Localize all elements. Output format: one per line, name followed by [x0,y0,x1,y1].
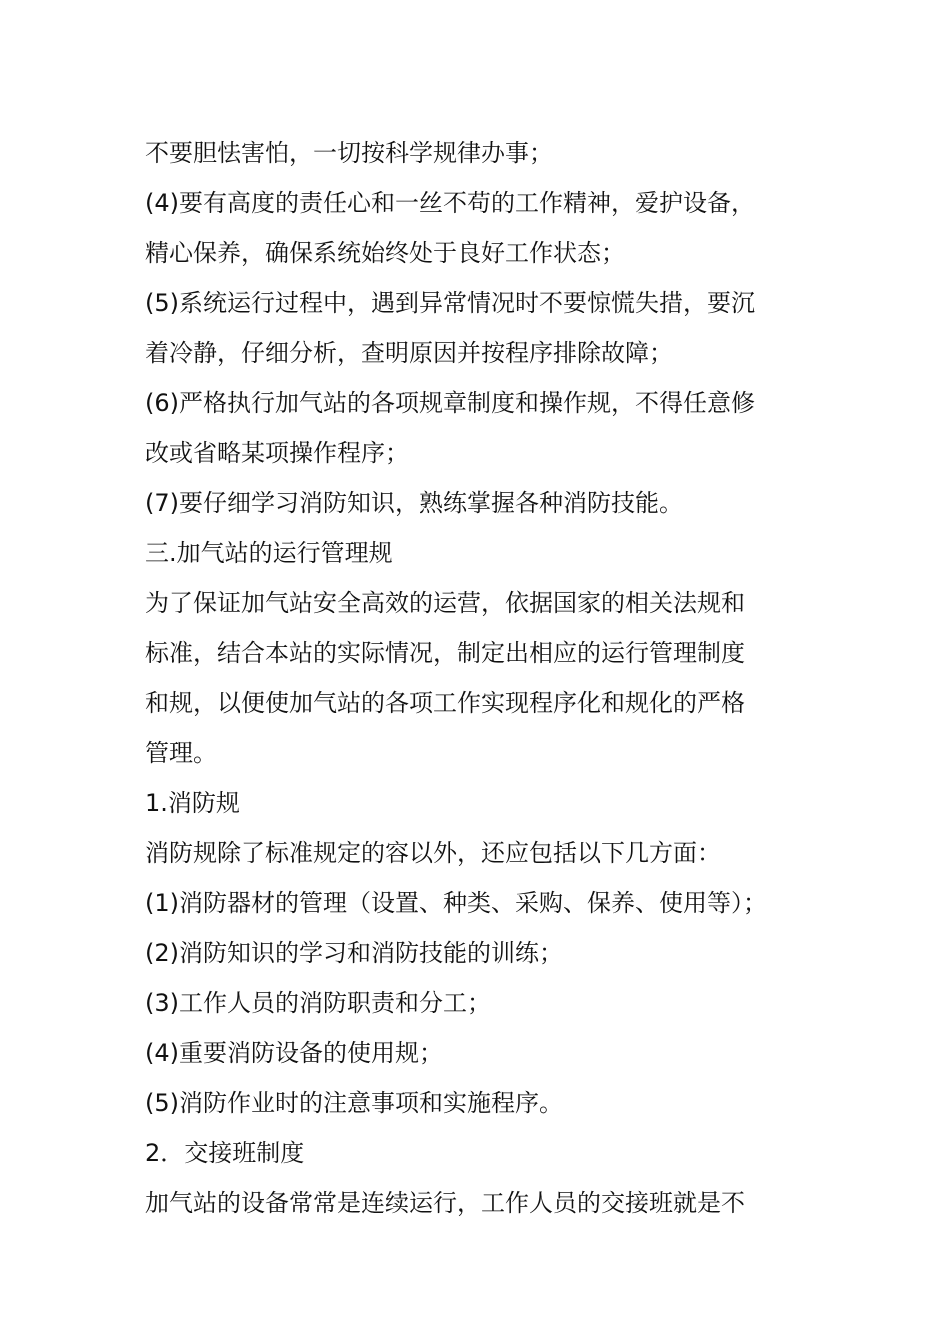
text-line: 和规，以便使加气站的各项工作实现程序化和规化的严格 [145,689,745,717]
subsection-heading: 2．交接班制度 [145,1139,305,1167]
list-item: (5)消防作业时的注意事项和实施程序。 [145,1089,563,1117]
text-line: 不要胆怯害怕，一切按科学规律办事； [145,139,553,167]
text-line: 消防规除了标准规定的容以外，还应包括以下几方面： [145,839,721,867]
text-line: 加气站的设备常常是连续运行，工作人员的交接班就是不 [145,1189,745,1217]
text-line: 为了保证加气站安全高效的运营，依据国家的相关法规和 [145,589,745,617]
text-line: 改或省略某项操作程序； [145,439,409,467]
list-item: (2)消防知识的学习和消防技能的训练； [145,939,563,967]
text-line: 管理。 [145,739,217,767]
text-line: 着冷静，仔细分析，查明原因并按程序排除故障； [145,339,673,367]
text-line: (6)严格执行加气站的各项规章制度和操作规，不得任意修 [145,389,755,417]
text-line: 标准，结合本站的实际情况，制定出相应的运行管理制度 [145,639,745,667]
text-line: (7)要仔细学习消防知识，熟练掌握各种消防技能。 [145,489,683,517]
text-line: (5)系统运行过程中，遇到异常情况时不要惊慌失措，要沉 [145,289,755,317]
text-line: (4)要有高度的责任心和一丝不苟的工作精神，爱护设备， [145,189,755,217]
list-item: (1)消防器材的管理（设置、种类、采购、保养、使用等）； [145,889,767,917]
list-item: (3)工作人员的消防职责和分工； [145,989,491,1017]
section-heading: 三.加气站的运行管理规 [145,539,393,567]
text-line: 精心保养，确保系统始终处于良好工作状态； [145,239,625,267]
list-item: (4)重要消防设备的使用规； [145,1039,443,1067]
subsection-heading: 1.消防规 [145,789,240,817]
document-body [145,128,810,1228]
